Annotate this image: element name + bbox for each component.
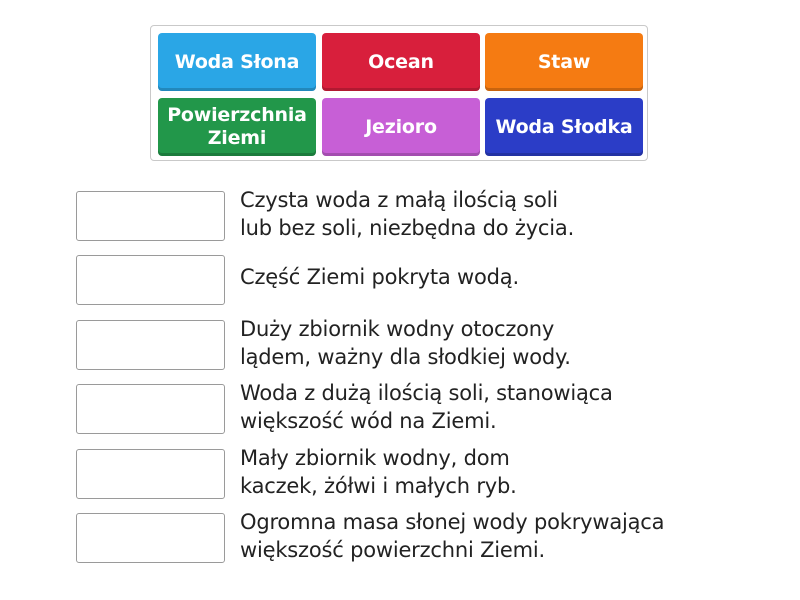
match-row-5 bbox=[76, 446, 776, 499]
tile-jezioro[interactable] bbox=[322, 98, 480, 156]
match-row-2 bbox=[76, 255, 776, 305]
match-row-3 bbox=[76, 317, 776, 370]
tile-label: Ocean bbox=[368, 50, 434, 73]
definition-text: Mały zbiornik wodny, dom kaczek, żółwi i małych ryb. bbox=[240, 446, 517, 498]
drop-zone[interactable] bbox=[76, 449, 225, 499]
drop-zone[interactable] bbox=[76, 255, 225, 305]
tile-woda-slona[interactable] bbox=[158, 33, 316, 91]
drop-zone[interactable] bbox=[76, 384, 225, 434]
drop-zone[interactable] bbox=[76, 320, 225, 370]
tile-powierzchnia-ziemi[interactable] bbox=[158, 98, 316, 156]
match-row-6 bbox=[76, 510, 776, 563]
tile-woda-slodka[interactable] bbox=[485, 98, 643, 156]
tile-label: Woda Słona bbox=[174, 50, 300, 73]
tile-label: Powierzchnia Ziemi bbox=[167, 104, 307, 149]
match-row-4 bbox=[76, 381, 776, 434]
tile-label: Jezioro bbox=[365, 115, 437, 138]
drop-zone[interactable] bbox=[76, 513, 225, 563]
match-row-1 bbox=[76, 188, 776, 241]
definition-text: Czysta woda z małą ilością soli lub bez soli, niezbędna do życia. bbox=[240, 188, 575, 240]
tile-label: Staw bbox=[537, 50, 591, 73]
drop-zone[interactable] bbox=[76, 191, 225, 241]
tile-ocean[interactable] bbox=[322, 33, 480, 91]
tile-bank bbox=[150, 25, 648, 161]
tile-label: Woda Słodka bbox=[495, 115, 633, 138]
tile-staw[interactable] bbox=[485, 33, 643, 91]
definition-text: Część Ziemi pokryta wodą. bbox=[240, 265, 519, 289]
definition-text: Duży zbiornik wodny otoczony lądem, ważny dla słodkiej wody. bbox=[240, 317, 571, 369]
definition-text: Woda z dużą ilością soli, stanowiąca większość wód na Ziemi. bbox=[240, 381, 613, 433]
definition-text: Ogromna masa słonej wody pokrywająca większość powierzchni Ziemi. bbox=[240, 510, 665, 562]
